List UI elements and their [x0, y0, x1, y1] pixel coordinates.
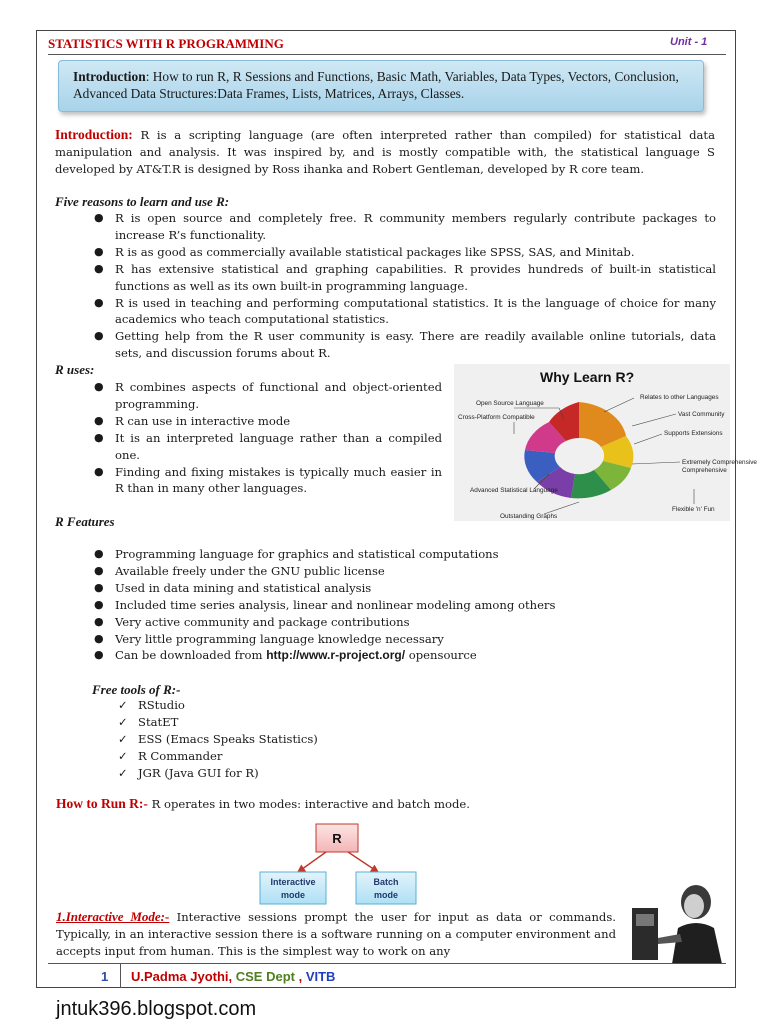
list-item-text: R combines aspects of functional and object-oriented programming. — [115, 380, 442, 411]
list-item-text: R can use in interactive mode — [115, 413, 291, 428]
figure-label: Flexible 'n' Fun — [672, 506, 715, 513]
list-item-text: R is used in teaching and performing computational statistics. It is the language of choice for many academics who teach computational statistics. — [115, 295, 716, 327]
person-at-computer-icon — [628, 880, 728, 964]
list-item-text: Available freely under the GNU public license — [115, 563, 385, 578]
bullet-icon: ● — [94, 648, 104, 662]
how-to-run-text: R operates in two modes: interactive and batch mode. — [147, 797, 470, 811]
list-item — [88, 295, 716, 329]
figure-label: Cross-Platform Compatible — [458, 414, 535, 421]
list-item-text: Programming language for graphics and statistical computations — [115, 547, 499, 561]
list-item — [88, 379, 442, 413]
header-unit: Unit - 1 — [670, 36, 708, 48]
checkmark-icon: ✓ — [118, 765, 128, 780]
list-item-text: R is as good as commercially available statistical packages like SPSS, SAS, and Minitab. — [115, 244, 635, 259]
interactive-mode-paragraph — [56, 909, 616, 959]
list-item-text: StatET — [138, 714, 179, 729]
r-uses-list — [88, 379, 442, 497]
list-item-text: Finding and fixing mistakes is typically much easier in R than in many other languages. — [115, 464, 442, 496]
figure-label: Comprehensive — [682, 467, 727, 474]
modes-diagram — [250, 822, 430, 906]
free-tools-list — [118, 697, 318, 782]
list-item — [88, 597, 716, 614]
page-number: 1 — [101, 969, 109, 984]
college: VITB — [305, 969, 336, 984]
bullet-icon: ● — [94, 261, 104, 275]
watermark: jntuk396.blogspot.com — [56, 998, 257, 1020]
introduction-paragraph — [55, 126, 715, 178]
bullet-icon: ● — [94, 580, 104, 594]
bullet-icon: ● — [94, 430, 104, 444]
list-item — [118, 697, 318, 714]
list-item — [88, 244, 716, 261]
introduction-label: Introduction: — [55, 127, 133, 142]
figure-label: Open Source Language — [476, 400, 544, 407]
why-learn-r-figure — [454, 364, 757, 521]
bullet-icon: ● — [94, 631, 104, 645]
list-item-text: It is an interpreted language rather than a compiled one. — [115, 430, 442, 462]
list-item — [88, 546, 716, 563]
figure-label: Relates to other Languages — [640, 394, 719, 401]
batch-mode-label: mode — [373, 890, 399, 900]
list-item — [118, 765, 318, 782]
bullet-icon: ● — [94, 295, 104, 309]
list-item — [88, 328, 716, 362]
list-item — [118, 748, 318, 765]
author-name: U.Padma Jyothi, — [131, 969, 236, 984]
r-uses-heading: R uses: — [55, 362, 95, 377]
list-item — [88, 413, 442, 430]
checkmark-icon: ✓ — [118, 748, 128, 763]
interactive-mode-label: Interactive — [270, 877, 316, 887]
list-item-text: R has extensive statistical and graphing capabilities. R provides hundreds of built-in statistical functions as well as its own built-in programming language. — [115, 261, 716, 293]
bullet-icon: ● — [94, 597, 104, 611]
list-item — [118, 731, 318, 748]
five-reasons-heading: Five reasons to learn and use R: — [55, 194, 230, 209]
five-reasons-list — [88, 210, 716, 362]
figure-label: Advanced Statistical Language — [470, 487, 558, 494]
list-item — [88, 647, 716, 664]
intro-box — [58, 60, 704, 112]
introduction-text: R is a scripting language (are often interpreted rather than compiled) for statistical data manipulation and analysis. It was inspired by, and is mostly compatible with, the statistical language S developed by AT&T.R is designed by Ross ihanka and Robert Gentleman, developed by R core team. — [55, 128, 715, 176]
list-item — [118, 714, 318, 731]
intro-box-label: Introduction — [73, 69, 146, 84]
interactive-mode-heading: 1.Interactive Mode:- — [56, 909, 170, 924]
header-title: STATISTICS WITH R PROGRAMMING — [48, 36, 284, 51]
batch-mode-label: Batch — [373, 877, 399, 887]
bullet-icon: ● — [94, 614, 104, 628]
list-item-text: Included time series analysis, linear and nonlinear modeling among others — [115, 597, 556, 612]
list-item-text: RStudio — [138, 698, 185, 712]
list-item — [88, 631, 716, 648]
intro-box-text: : How to run R, R Sessions and Functions, Basic Math, Variables, Data Types, Vectors, Conclusion, Advanced Data Structures:Data Frames, Lists, Matrices, Arrays, Classes. — [73, 69, 679, 101]
r-features-heading: R Features — [55, 514, 115, 529]
r-project-link[interactable]: http://www.r-project.org/ — [266, 648, 406, 663]
list-item-text: Getting help from the R user community is easy. There are readily available online tutorials, data sets, and discussion forums about R. — [115, 329, 716, 361]
department: CSE Dept — [235, 969, 295, 984]
bullet-icon: ● — [94, 563, 104, 577]
list-item-text: Used in data mining and statistical analysis — [115, 580, 372, 595]
checkmark-icon: ✓ — [118, 731, 128, 746]
list-item — [88, 210, 716, 244]
figure-label: Extremely Comprehensive — [682, 459, 757, 466]
list-item-text: R is open source and completely free. R community members regularly contribute packages to increase R’s functionality. — [115, 211, 716, 242]
footer-author — [131, 969, 335, 984]
list-item-text: ESS (Emacs Speaks Statistics) — [138, 731, 318, 746]
bullet-icon: ● — [94, 464, 104, 478]
donut-puzzle-icon — [524, 402, 633, 498]
free-tools-heading: Free tools of R:- — [92, 682, 181, 697]
list-item — [88, 614, 716, 631]
checkmark-icon: ✓ — [118, 714, 128, 729]
bullet-icon: ● — [94, 329, 104, 343]
list-item-text: opensource — [405, 648, 477, 663]
how-to-run-label: How to Run R:- — [56, 796, 148, 811]
figure-label: Outstanding Graphs — [500, 513, 558, 520]
list-item-text: Can be downloaded from — [115, 648, 267, 663]
bullet-icon: ● — [94, 413, 104, 427]
figure-title: Why Learn R? — [540, 369, 635, 385]
r-node-label: R — [332, 831, 342, 846]
figure-label: Vast Community — [678, 411, 725, 418]
r-features-list — [88, 546, 716, 664]
header-divider — [48, 54, 726, 55]
bullet-icon: ● — [94, 244, 104, 258]
bullet-icon: ● — [94, 380, 104, 393]
checkmark-icon: ✓ — [118, 698, 128, 712]
footer-sep-text: , — [294, 969, 306, 984]
bullet-icon: ● — [94, 547, 104, 560]
list-item — [88, 430, 442, 464]
footer-divider — [48, 963, 726, 964]
list-item — [88, 464, 442, 498]
how-to-run-paragraph — [56, 796, 470, 812]
list-item — [88, 563, 716, 580]
footer-separator — [120, 963, 121, 988]
list-item — [88, 580, 716, 597]
interactive-mode-text: Interactive sessions prompt the user for input as data or commands. Typically, in an interactive session there is a software running on a computer environment and accepts input from human. This is the simplest way to work on any — [56, 910, 616, 958]
list-item — [88, 261, 716, 295]
bullet-icon: ● — [94, 211, 104, 224]
list-item-text: Very little programming language knowledge necessary — [115, 631, 444, 646]
figure-label: Supports Extensions — [664, 430, 723, 437]
list-item-text: R Commander — [138, 748, 223, 763]
list-item-text: JGR (Java GUI for R) — [138, 765, 259, 780]
list-item-text: Very active community and package contributions — [115, 614, 410, 629]
interactive-mode-label: mode — [280, 890, 306, 900]
